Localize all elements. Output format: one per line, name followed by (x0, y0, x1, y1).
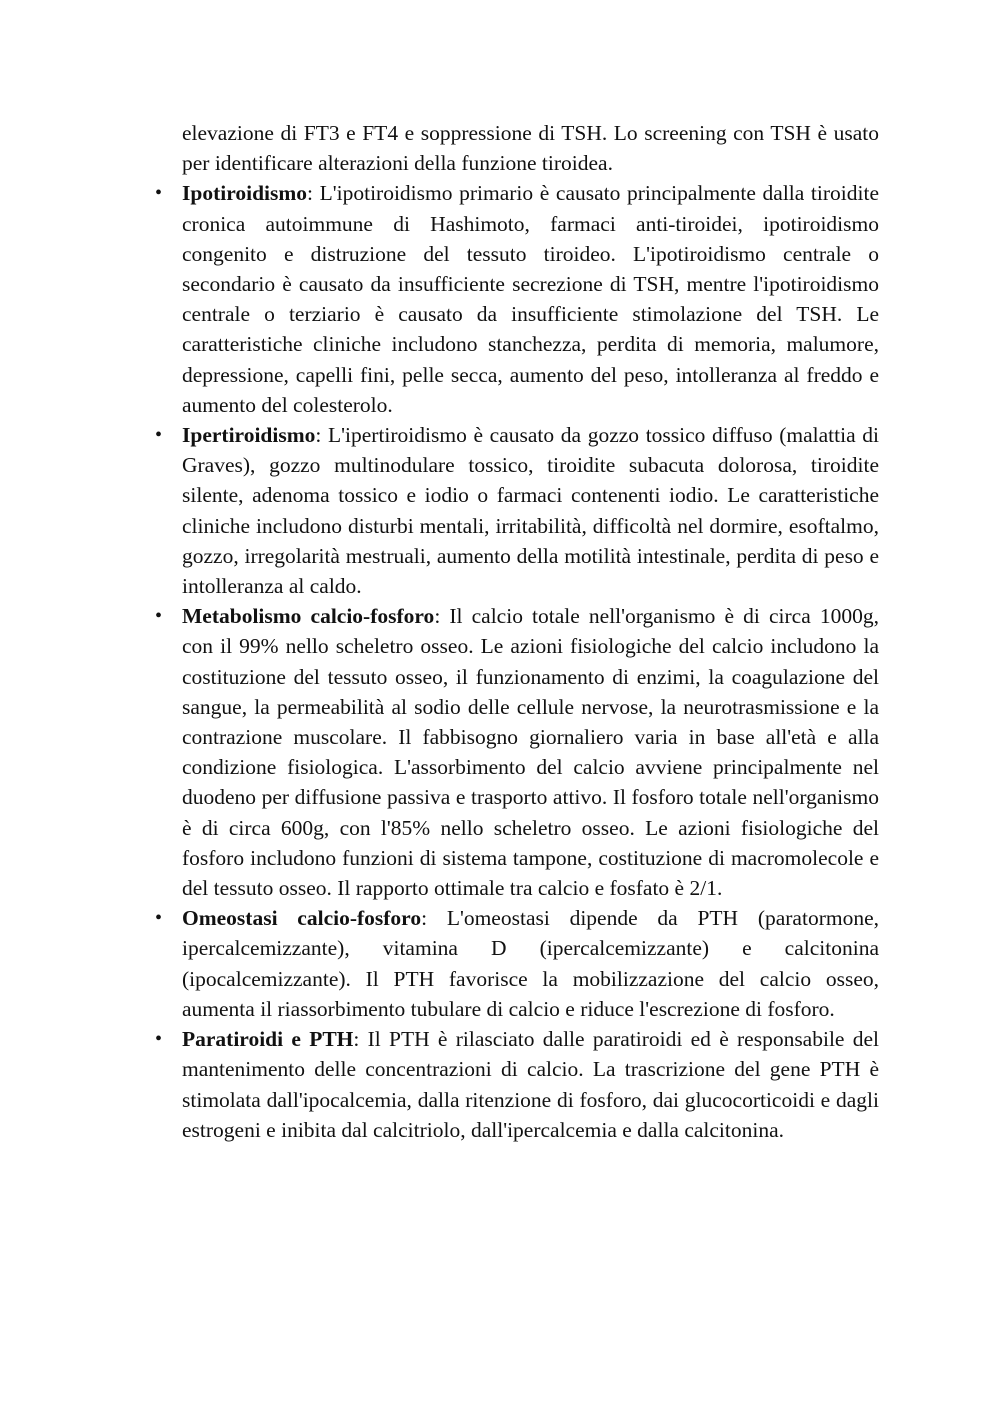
list-item-ipertiroidismo (155, 420, 879, 601)
item-term: Omeostasi calcio-fosforo (182, 906, 422, 931)
item-term: Metabolismo calcio-fosforo (182, 604, 435, 629)
item-text: : Il calcio totale nell'organismo è di circa 1000g, con il 99% nello scheletro osseo. Le azioni fisiologiche del calcio includono la costituzione del tessuto osseo, il funzionamento di enzimi, la coagulazione del sangue, la permeabilità al sodio delle cellule nervose, la neurotrasmissione e la contrazione muscolare. Il fabbisogno giornaliero varia in base all'età e alla condizione fisiologica. L'assorbimento del calcio avviene principalmente nel duodeno per diffusione passiva e trasporto attivo. Il fosforo totale nell'organismo è di circa 600g, con l'85% nello scheletro osseo. Le azioni fisiologiche del fosforo includono funzioni di sistema tampone, costituzione di macromolecole e del tessuto osseo. Il rapporto ottimale tra calcio e fosfato è 2/1. (182, 604, 879, 901)
bullet-icon: • (155, 424, 163, 447)
item-text: : L'ipertiroidismo è causato da gozzo tossico diffuso (malattia di Graves), gozzo multinodulare tossico, tiroidite subacuta dolorosa, tiroidite silente, adenoma tossico e iodio o farmaci contenenti iodio. Le caratteristiche cliniche includono disturbi mentali, irritabilità, difficoltà nel dormire, esoftalmo, gozzo, irregolarità mestruali, aumento della motilità intestinale, perdita di peso e intolleranza al caldo. (182, 423, 879, 599)
item-term: Paratiroidi e PTH (182, 1027, 354, 1052)
item-text: : Il PTH è rilasciato dalle paratiroidi ed è responsabile del mantenimento delle concentrazioni di calcio. La trascrizione del gene PTH è stimolata dall'ipocalcemia, dalla ritenzione di fosforo, dai glucocorticoidi e dagli estrogeni e inibita dal calcitriolo, dall'ipercalcemia e dalla calcitonina. (182, 1027, 879, 1142)
item-term: Ipertiroidismo (182, 423, 316, 448)
list-item-omeostasi-calcio-fosforo (155, 903, 879, 1024)
bullet-icon: • (155, 182, 163, 205)
document-page (0, 118, 1000, 1145)
item-text: : L'omeostasi dipende da PTH (paratormone, ipercalcemizzante), vitamina D (ipercalcemizzante) e calcitonina (ipocalcemizzante). Il PTH favorisce la mobilizzazione del calcio osseo, aumenta il riassorbimento tubulare di calcio e riduce l'escrezione di fosforo. (182, 906, 879, 1021)
list-item-ipotiroidismo (155, 178, 879, 420)
bullet-icon: • (155, 1028, 163, 1051)
item-text: : L'ipotiroidismo primario è causato principalmente dalla tiroidite cronica autoimmune di Hashimoto, farmaci anti-tiroidei, ipotiroidismo congenito e distruzione del tessuto tiroideo. L'ipotiroidismo centrale o secondario è causato da insufficiente secrezione di TSH, mentre l'ipotiroidismo centrale o terziario è causato da insufficiente stimolazione del TSH. Le caratteristiche cliniche includono stanchezza, perdita di memoria, malumore, depressione, capelli fini, pelle secca, aumento del peso, intolleranza al freddo e aumento del colesterolo. (182, 181, 879, 417)
intro-paragraph: elevazione di FT3 e FT4 e soppressione di TSH. Lo screening con TSH è usato per identificare alterazioni della funzione tiroidea. (182, 121, 879, 176)
bullet-list (0, 178, 1000, 1145)
item-term: Ipotiroidismo (182, 181, 308, 206)
bullet-icon: • (155, 605, 163, 628)
list-item-metabolismo-calcio-fosforo (155, 601, 879, 903)
list-item-paratiroidi-pth (155, 1024, 879, 1145)
bullet-icon: • (155, 907, 163, 930)
